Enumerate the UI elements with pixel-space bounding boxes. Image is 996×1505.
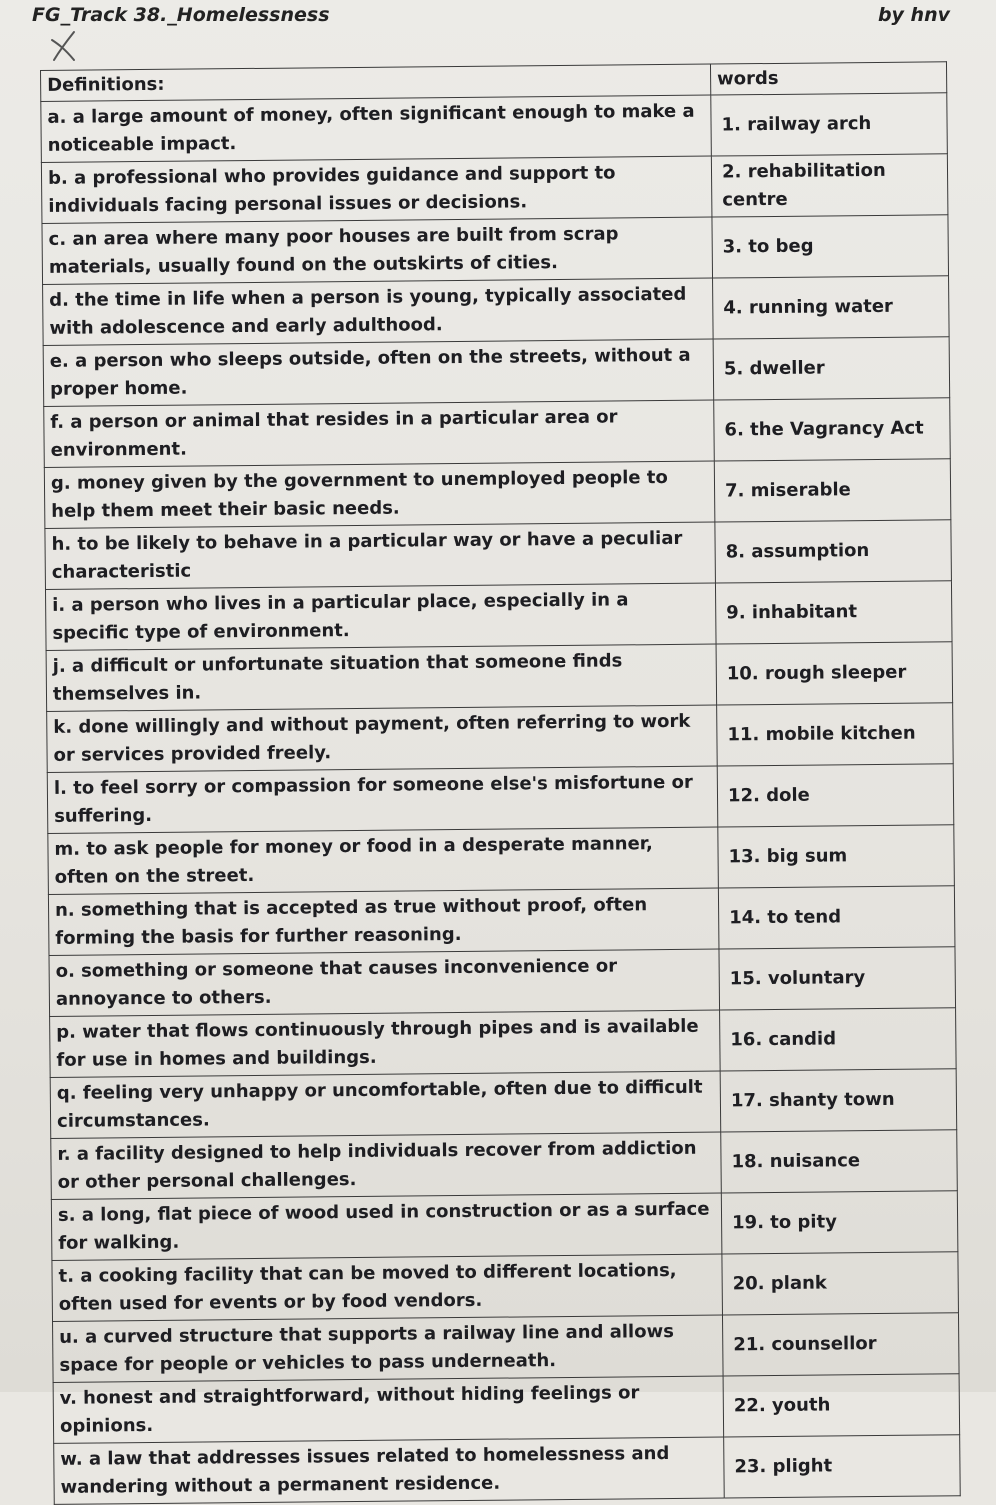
definition-cell: j. a difficult or unfortunate situation that someone finds themselves in. [46, 644, 717, 711]
handwritten-x-mark [44, 26, 84, 66]
definition-cell: p. water that flows continuously through pipes and is available for use in homes and buildings. [50, 1010, 721, 1077]
table-row [47, 764, 954, 834]
definition-cell: n. something that is accepted as true without proof, often forming the basis for further reasoning. [48, 888, 719, 955]
word-cell: 15. voluntary [719, 947, 956, 1010]
word-cell: 9. inhabitant [715, 581, 952, 644]
word-cell: 16. candid [720, 1008, 957, 1071]
definition-cell: t. a cooking facility that can be moved to different locations, often used for events or by food vendors. [52, 1254, 723, 1321]
word-cell: 23. plight [724, 1435, 961, 1498]
vocabulary-table-container [40, 61, 960, 1505]
worksheet-title: FG_Track 38._Homelessness [32, 4, 330, 26]
word-cell: 6. the Vagrancy Act [714, 398, 951, 461]
table-row [43, 276, 950, 346]
table-row [48, 825, 955, 895]
word-cell: 20. plank [722, 1252, 959, 1315]
definition-cell: h. to be likely to behave in a particular way or have a peculiar characteristic [45, 522, 716, 589]
definition-cell: a. a large amount of money, often significant enough to make a noticeable impact. [41, 95, 712, 162]
definition-cell: i. a person who lives in a particular place, especially in a specific type of environment. [45, 583, 716, 650]
words-column-header: words [710, 62, 946, 95]
table-row [43, 337, 950, 407]
word-cell: 12. dole [717, 764, 954, 827]
definitions-column-header: Definitions: [41, 64, 711, 101]
word-cell: 22. youth [723, 1374, 960, 1437]
worksheet-author: by hnv [877, 4, 950, 26]
table-row [45, 581, 952, 651]
word-cell: 5. dweller [713, 337, 950, 400]
definition-cell: l. to feel sorry or compassion for someone else's misfortune or suffering. [47, 766, 718, 833]
word-cell: 18. nuisance [721, 1130, 958, 1193]
table-row [51, 1130, 958, 1200]
definition-cell: e. a person who sleeps outside, often on the streets, without a proper home. [43, 339, 714, 406]
definition-cell: g. money given by the government to unemployed people to help them meet their basic needs. [44, 461, 715, 528]
definition-cell: s. a long, flat piece of wood used in construction or as a surface for walking. [51, 1193, 722, 1260]
table-row [50, 1069, 957, 1139]
table-row [51, 1191, 958, 1261]
word-cell: 8. assumption [715, 520, 952, 583]
definition-cell: d. the time in life when a person is young, typically associated with adolescence and early adulthood. [43, 278, 714, 345]
table-row [44, 398, 951, 468]
definition-cell: f. a person or animal that resides in a particular area or environment. [44, 400, 715, 467]
word-cell: 13. big sum [718, 825, 955, 888]
definition-cell: w. a law that addresses issues related to homelessness and wandering without a permanent residence. [54, 1437, 725, 1504]
word-cell: 2. rehabilitation centre [711, 154, 948, 217]
table-row [45, 520, 952, 590]
word-cell: 11. mobile kitchen [717, 703, 954, 766]
definition-cell: c. an area where many poor houses are built from scrap materials, usually found on the outskirts of cities. [42, 217, 713, 284]
table-row [48, 886, 955, 956]
word-cell: 17. shanty town [720, 1069, 957, 1132]
definition-cell: u. a curved structure that supports a railway line and allows space for people or vehicles to pass underneath. [53, 1315, 724, 1382]
word-cell: 19. to pity [721, 1191, 958, 1254]
table-row [41, 93, 948, 163]
word-cell: 1. railway arch [711, 93, 948, 156]
table-row [46, 642, 953, 712]
word-cell: 3. to beg [712, 215, 949, 278]
table-row [47, 703, 954, 773]
table-row [54, 1435, 961, 1505]
word-cell: 21. counsellor [722, 1313, 959, 1376]
definition-cell: m. to ask people for money or food in a desperate manner, often on the street. [48, 827, 719, 894]
table-row [42, 215, 949, 285]
table-row [49, 947, 956, 1017]
definition-cell: q. feeling very unhappy or uncomfortable, often due to difficult circumstances. [50, 1071, 721, 1138]
table-body [41, 93, 960, 1505]
definition-cell: v. honest and straightforward, without hiding feelings or opinions. [53, 1376, 724, 1443]
definition-cell: r. a facility designed to help individuals recover from addiction or other personal challenges. [51, 1132, 722, 1199]
word-cell: 7. miserable [714, 459, 951, 522]
word-cell: 10. rough sleeper [716, 642, 953, 705]
definition-cell: o. something or someone that causes inconvenience or annoyance to others. [49, 949, 720, 1016]
table-row [53, 1374, 960, 1444]
table-row [44, 459, 951, 529]
table-row [52, 1252, 959, 1322]
table-row [50, 1008, 957, 1078]
vocabulary-table [40, 61, 961, 1505]
word-cell: 4. running water [713, 276, 950, 339]
definition-cell: k. done willingly and without payment, often referring to work or services provided freely. [47, 705, 718, 772]
table-row [53, 1313, 960, 1383]
word-cell: 14. to tend [718, 886, 955, 949]
definition-cell: b. a professional who provides guidance and support to individuals facing personal issues or decisions. [41, 156, 712, 223]
table-row [41, 154, 948, 224]
